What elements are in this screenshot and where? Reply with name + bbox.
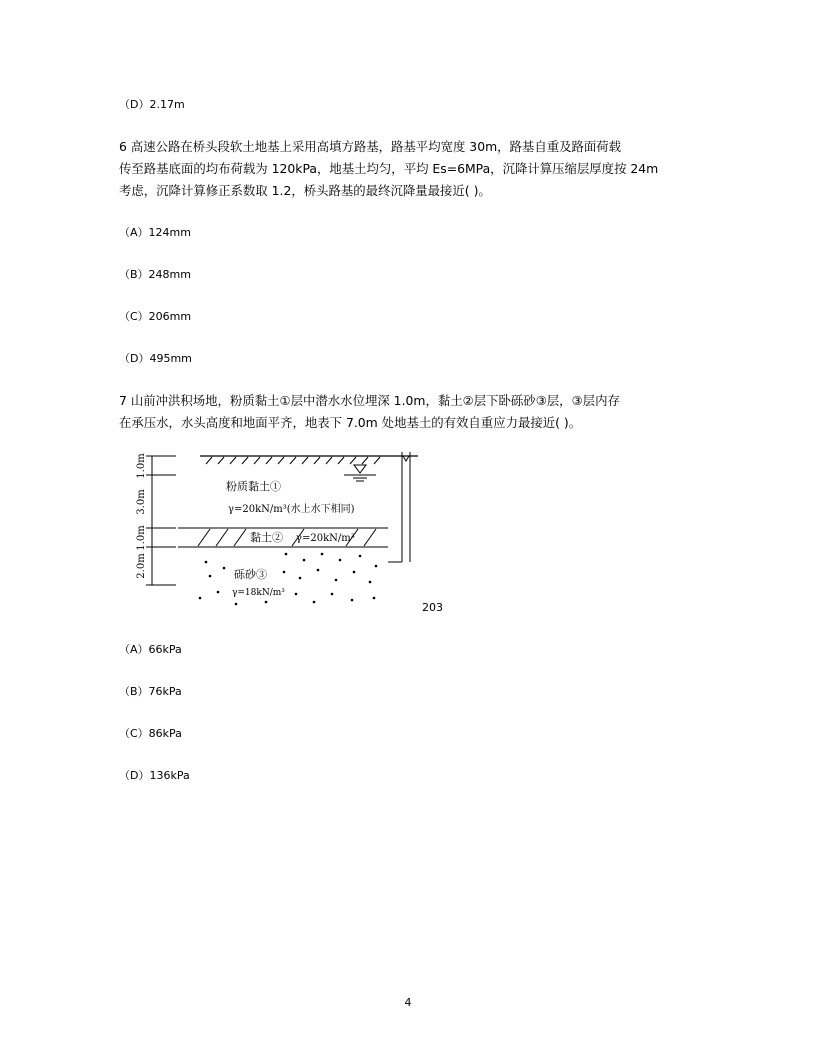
water-table-symbol [344,465,376,481]
soil-profile-figure [126,442,426,618]
q6-option-c: （C）206mm [119,310,192,323]
dim-3: 1.0m [136,525,147,551]
prev-option-d: （D）2.17m [119,98,185,111]
question7-line2: 在承压水，水头高度和地面平齐，地表下 7.0m 处地基土的有效自重应力最接近( )。 [119,415,582,430]
dim-1: 1.0m [136,453,147,479]
q6-option-a: （A）124mm [119,226,191,239]
q6-option-b: （B）248mm [119,268,191,281]
q7-option-c: （C）86kPa [119,727,182,740]
layer3-gamma: γ=18kN/m³ [232,588,285,598]
q7-option-b: （B）76kPa [119,685,182,698]
layer3-name: 砾砂③ [234,568,267,581]
question6-line1: 6 高速公路在桥头段软土地基上采用高填方路基，路基平均宽度 30m，路基自重及路面荷载 [119,139,622,154]
figure-label: 203 [422,601,443,614]
layer2-gamma: γ=20kN/m³ [296,533,355,544]
layer1-gamma: γ=20kN/m³(水上水下相同) [228,504,355,515]
dim-4: 2.0m [136,553,147,579]
q7-option-a: （A）66kPa [119,643,182,656]
layer1-name: 粉质黏土① [226,480,281,493]
q6-option-d: （D）495mm [119,352,192,365]
question6-line2: 传至路基底面的均布荷载为 120kPa，地基土均匀，平均 Es=6MPa，沉降计算压缩层厚度按 24m [119,161,659,176]
dim-2: 3.0m [136,489,147,515]
layer2-name: 黏土② [250,531,283,544]
page-number: 4 [404,996,412,1009]
piezometer-tube [388,452,410,562]
q7-option-d: （D）136kPa [119,769,190,782]
gravel-dots [199,553,378,606]
ground-hatch [206,457,380,464]
question7-line1: 7 山前冲洪积场地，粉质黏土①层中潜水水位埋深 1.0m，黏土②层下卧砾砂③层，③层内存 [119,393,620,408]
question6-line3: 考虑，沉降计算修正系数取 1.2，桥头路基的最终沉降量最接近( )。 [119,183,491,198]
